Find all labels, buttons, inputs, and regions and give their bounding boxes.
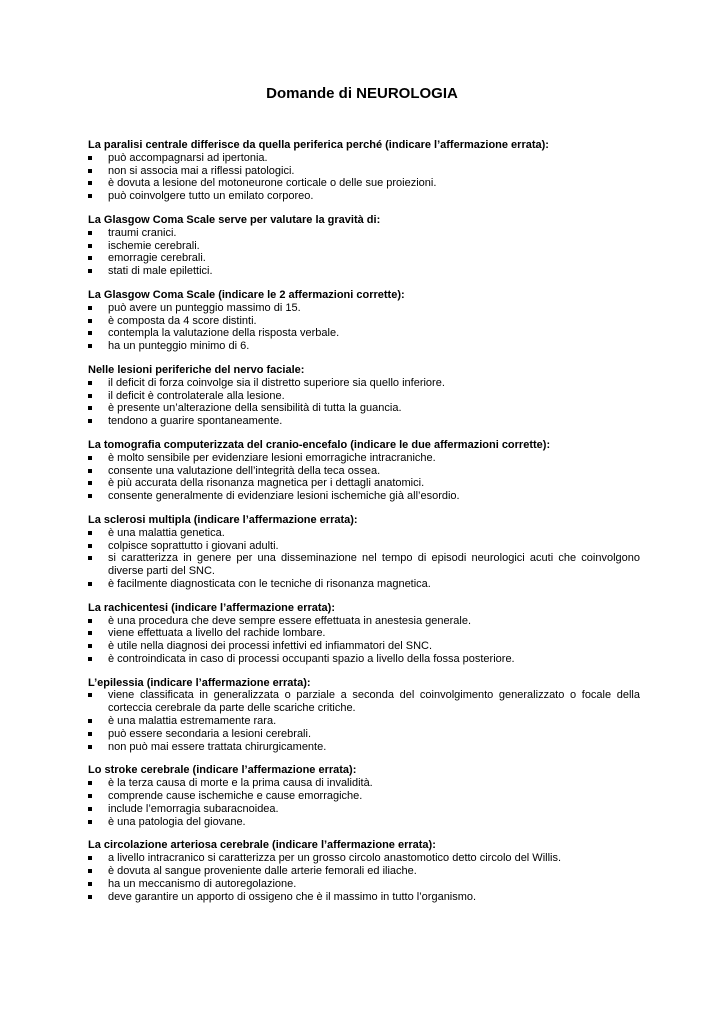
question-text: La circolazione arteriosa cerebrale (indicare l’affermazione errata):	[88, 839, 436, 852]
option-item	[88, 640, 640, 653]
option-item	[88, 689, 640, 715]
square-bullet-icon	[88, 619, 92, 623]
option-item	[88, 728, 640, 741]
square-bullet-icon	[88, 693, 92, 697]
square-bullet-icon	[88, 306, 92, 310]
option-item	[88, 790, 640, 803]
square-bullet-icon	[88, 456, 92, 460]
options-list	[88, 152, 640, 203]
option-item	[88, 452, 640, 465]
question-block	[88, 214, 640, 278]
option-text: è composta da 4 score distinti.	[108, 314, 257, 327]
option-text: non si associa mai a riflessi patologici.	[108, 164, 295, 177]
option-item	[88, 390, 640, 403]
square-bullet-icon	[88, 394, 92, 398]
option-item	[88, 490, 640, 503]
options-list	[88, 452, 640, 503]
option-text: è più accurata della risonanza magnetica per i dettagli anatomici.	[108, 477, 425, 490]
question-text: La rachicentesi (indicare l’affermazione errata):	[88, 601, 335, 614]
option-text: viene classificata in generalizzata o parziale a seconda del coinvolgimento generalizzato o focale della corteccia cerebrale da parte delle scariche critiche.	[108, 689, 640, 715]
question-text: Nelle lesioni periferiche del nervo faciale:	[88, 363, 305, 376]
option-text: è dovuta a lesione del motoneurone corticale o delle sue proiezioni.	[108, 177, 437, 190]
square-bullet-icon	[88, 469, 92, 473]
option-item	[88, 527, 640, 540]
square-bullet-icon	[88, 794, 92, 798]
square-bullet-icon	[88, 256, 92, 260]
option-item	[88, 578, 640, 591]
option-text: può essere secondaria a lesioni cerebrali.	[108, 727, 312, 740]
option-item	[88, 777, 640, 790]
option-text: consente una valutazione dell’integrità della teca ossea.	[108, 464, 381, 477]
option-item	[88, 891, 640, 904]
question-text: Lo stroke cerebrale (indicare l’affermazione errata):	[88, 764, 357, 777]
question-text: La Glasgow Coma Scale serve per valutare la gravità di:	[88, 213, 381, 226]
square-bullet-icon	[88, 406, 92, 410]
option-text: stati di male epilettici.	[108, 265, 213, 278]
question-block	[88, 602, 640, 666]
option-text: emorragie cerebrali.	[108, 252, 206, 265]
option-item	[88, 415, 640, 428]
option-item	[88, 240, 640, 253]
square-bullet-icon	[88, 269, 92, 273]
option-item	[88, 402, 640, 415]
option-item	[88, 715, 640, 728]
option-text: traumi cranici.	[108, 226, 177, 239]
option-item	[88, 540, 640, 553]
option-item	[88, 878, 640, 891]
square-bullet-icon	[88, 856, 92, 860]
question-block	[88, 677, 640, 754]
questions-list	[88, 139, 640, 914]
square-bullet-icon	[88, 719, 92, 723]
options-list	[88, 377, 640, 428]
question-block	[88, 514, 640, 591]
option-text: colpisce soprattutto i giovani adulti.	[108, 539, 279, 552]
options-list	[88, 852, 640, 903]
option-text: viene effettuata a livello del rachide lombare.	[108, 627, 326, 640]
square-bullet-icon	[88, 244, 92, 248]
option-text: può avere un punteggio massimo di 15.	[108, 301, 301, 314]
question-block	[88, 289, 640, 353]
square-bullet-icon	[88, 319, 92, 323]
square-bullet-icon	[88, 156, 92, 160]
square-bullet-icon	[88, 556, 92, 560]
option-text: è molto sensibile per evidenziare lesioni emorragiche intracraniche.	[108, 451, 436, 464]
option-text: include l’emorragia subaracnoidea.	[108, 802, 279, 815]
question-text: La sclerosi multipla (indicare l’affermazione errata):	[88, 513, 358, 526]
option-item	[88, 227, 640, 240]
square-bullet-icon	[88, 644, 92, 648]
question-text: La Glasgow Coma Scale (indicare le 2 affermazioni corrette):	[88, 288, 405, 301]
square-bullet-icon	[88, 169, 92, 173]
question-block	[88, 139, 640, 203]
options-list	[88, 227, 640, 278]
options-list	[88, 689, 640, 753]
square-bullet-icon	[88, 882, 92, 886]
option-item	[88, 741, 640, 754]
options-list	[88, 777, 640, 828]
square-bullet-icon	[88, 231, 92, 235]
option-item	[88, 852, 640, 865]
option-text: può coinvolgere tutto un emilato corporeo.	[108, 190, 314, 203]
option-text: ha un meccanismo di autoregolazione.	[108, 877, 297, 890]
option-text: consente generalmente di evidenziare lesioni ischemiche già all’esordio.	[108, 490, 460, 503]
option-item	[88, 615, 640, 628]
option-item	[88, 816, 640, 829]
square-bullet-icon	[88, 494, 92, 498]
square-bullet-icon	[88, 781, 92, 785]
option-text: il deficit è controlaterale alla lesione.	[108, 389, 285, 402]
option-text: comprende cause ischemiche e cause emorragiche.	[108, 790, 363, 803]
question-block	[88, 439, 640, 503]
square-bullet-icon	[88, 194, 92, 198]
option-text: deve garantire un apporto di ossigeno che è il massimo in tutto l’organismo.	[108, 890, 477, 903]
square-bullet-icon	[88, 419, 92, 423]
page-title: Domande di NEUROLOGIA	[266, 85, 458, 102]
option-text: è una patologia del giovane.	[108, 815, 246, 828]
option-item	[88, 327, 640, 340]
option-item	[88, 803, 640, 816]
options-list	[88, 527, 640, 591]
question-text: La tomografia computerizzata del cranio-encefalo (indicare le due affermazioni corrette):	[88, 438, 551, 451]
option-text: è una procedura che deve sempre essere effettuata in anestesia generale.	[108, 614, 472, 627]
option-item	[88, 377, 640, 390]
option-text: tendono a guarire spontaneamente.	[108, 415, 283, 428]
square-bullet-icon	[88, 481, 92, 485]
option-text: è la terza causa di morte e la prima causa di invalidità.	[108, 777, 373, 790]
square-bullet-icon	[88, 344, 92, 348]
options-list	[88, 615, 640, 666]
option-item	[88, 315, 640, 328]
option-text: è presente un’alterazione della sensibilità di tutta la guancia.	[108, 402, 402, 415]
square-bullet-icon	[88, 820, 92, 824]
option-item	[88, 302, 640, 315]
option-text: è una malattia genetica.	[108, 526, 225, 539]
square-bullet-icon	[88, 381, 92, 385]
square-bullet-icon	[88, 895, 92, 899]
question-block	[88, 764, 640, 828]
question-block	[88, 364, 640, 428]
square-bullet-icon	[88, 531, 92, 535]
option-item	[88, 152, 640, 165]
option-text: è dovuta al sangue proveniente dalle arterie femorali ed iliache.	[108, 865, 417, 878]
option-text: non può mai essere trattata chirurgicamente.	[108, 740, 327, 753]
square-bullet-icon	[88, 582, 92, 586]
option-item	[88, 465, 640, 478]
option-item	[88, 627, 640, 640]
square-bullet-icon	[88, 544, 92, 548]
option-text: ischemie cerebrali.	[108, 239, 200, 252]
option-item	[88, 265, 640, 278]
square-bullet-icon	[88, 631, 92, 635]
option-item	[88, 552, 640, 578]
square-bullet-icon	[88, 331, 92, 335]
option-item	[88, 190, 640, 203]
option-text: il deficit di forza coinvolge sia il distretto superiore sia quello inferiore.	[108, 376, 445, 389]
square-bullet-icon	[88, 181, 92, 185]
option-item	[88, 340, 640, 353]
question-text: La paralisi centrale differisce da quella periferica perché (indicare l’affermazione errata):	[88, 139, 549, 151]
square-bullet-icon	[88, 745, 92, 749]
option-text: contempla la valutazione della risposta verbale.	[108, 327, 340, 340]
option-item	[88, 177, 640, 190]
option-item	[88, 865, 640, 878]
option-text: è facilmente diagnosticata con le tecniche di risonanza magnetica.	[108, 577, 431, 590]
option-text: ha un punteggio minimo di 6.	[108, 340, 250, 353]
option-item	[88, 165, 640, 178]
option-item	[88, 653, 640, 666]
options-list	[88, 302, 640, 353]
square-bullet-icon	[88, 732, 92, 736]
square-bullet-icon	[88, 657, 92, 661]
option-text: si caratterizza in genere per una disseminazione nel tempo di episodi neurologici acuti che coinvolgono diverse parti del SNC.	[108, 552, 640, 578]
option-text: è controindicata in caso di processi occupanti spazio a livello della fossa posteriore.	[108, 652, 515, 665]
option-item	[88, 477, 640, 490]
option-item	[88, 252, 640, 265]
question-text: L’epilessia (indicare l’affermazione errata):	[88, 676, 311, 689]
square-bullet-icon	[88, 869, 92, 873]
square-bullet-icon	[88, 807, 92, 811]
option-text: può accompagnarsi ad ipertonia.	[108, 151, 268, 164]
option-text: è una malattia estremamente rara.	[108, 715, 277, 728]
option-text: è utile nella diagnosi dei processi infettivi ed infiammatori del SNC.	[108, 640, 433, 653]
question-block	[88, 839, 640, 903]
option-text: a livello intracranico si caratterizza per un grosso circolo anastomotico detto circolo del Willis.	[108, 852, 562, 865]
